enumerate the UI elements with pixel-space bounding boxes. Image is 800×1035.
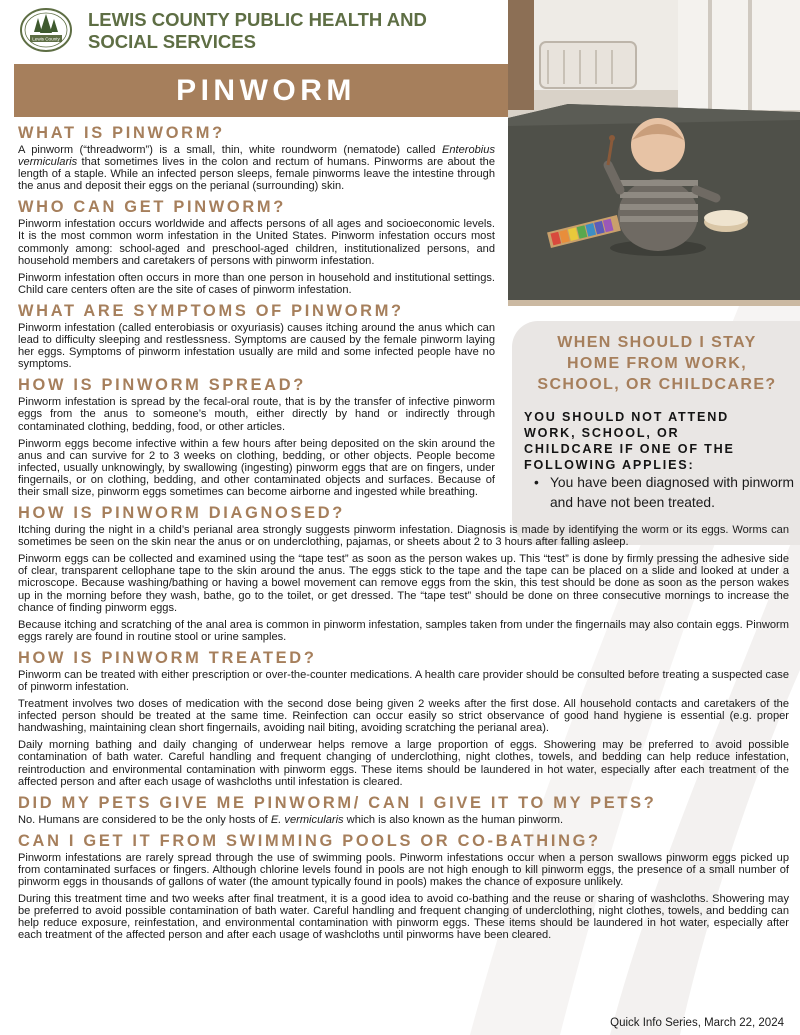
- callout-title-line-1: WHEN SHOULD I STAY: [557, 334, 757, 351]
- paragraph: Pinworm infestation often occurs in more than one person in household and institutional settings. Child care centers often are the site of cases of pinworm infestation.: [18, 271, 495, 296]
- lewis-county-logo-icon: [20, 8, 72, 52]
- section-heading: HOW IS PINWORM DIAGNOSED?: [18, 504, 346, 523]
- section-symptoms: [18, 301, 798, 370]
- paragraph: Pinworm eggs become infective within a few hours after being deposited on the skin around the anus and can survive for 2 to 3 weeks on clothing, bedding, or other objects. People become infected, usually unknowingly, by swallowing (ingesting) pinworm eggs that are on fingers, under fingernails, or on clothing, bedding, and other contaminated objects and surfaces. Because of their small size, pinworm eggs sometimes can become airborne and ingested while breathing.: [18, 437, 495, 498]
- paragraph: Itching during the night in a child’s perianal area strongly suggests pinworm infestation. Diagnosis is made by identifying the worm or its eggs. Worms can sometimes be seen on the skin near the anus or on underclothing, pajamas, or sheets about 2 to 3 hours after falling asleep.: [18, 524, 789, 549]
- paragraph: Daily morning bathing and daily changing of underwear helps remove a large proportion of eggs. Showering may be preferred to avoid possible contamination of bath water. Careful handling and frequent changing of underclothing, night clothes, towels, and bedding can help reduce infestation, reintroduction and environmental contamination with pinworm eggs. These items should be laundered in hot water, especially after each treatment of the affected person and after each usage of washcloths until infestation is cleared.: [18, 739, 789, 788]
- section-spread: [18, 375, 798, 498]
- organization-name: [88, 9, 498, 53]
- paragraph: A pinworm (“threadworm”) is a small, thin, white roundworm (nematode) called Enterobius vermicularis that sometimes lives in the colon and rectum of humans. Pinworms are about the length of a staple. While an infected person sleeps, female pinworms leave the intestine through the anus and deposit their eggs on the perianal (surrounding) skin.: [18, 144, 495, 193]
- section-heading: WHAT ARE SYMPTOMS OF PINWORM?: [18, 301, 404, 320]
- paragraph: Pinworm eggs can be collected and examined using the “tape test” as soon as the person wakes up. This “test” is done by firmly pressing the adhesive side of clear, transparent cellophane tape to the skin around the anus. The eggs stick to the tape and the tape can be placed on a slide and looked at under a microscope. Because washing/bathing or having a bowel movement can remove eggs from the skin, this test should be done as soon as the person wakes up in the morning before they wash, bathe, go to the toilet, or get dressed. The “tape test” should be done on three consecutive mornings to increase the chance of finding pinworm eggs.: [18, 553, 789, 614]
- section-heading: CAN I GET IT FROM SWIMMING POOLS OR CO-BATHING?: [18, 831, 601, 850]
- paragraph: Pinworm infestation occurs worldwide and affects persons of all ages and socioeconomic levels. It is the most common worm infestation in the United States. Pinworm infestation occurs most commonly among: school-aged and preschool-aged children, institutionalized persons, and household members and caretakers of persons with pinworm infestation.: [18, 218, 495, 267]
- paragraph: No. Humans are considered to be the only hosts of E. vermicularis which is also known as the human pinworm.: [18, 813, 564, 826]
- paragraph: Because itching and scratching of the anal area is common in pinworm infestation, samples taken from under the fingernails may also contain eggs. Pinworm eggs rarely are found in routine stool or urine samples.: [18, 618, 789, 643]
- paragraph: Pinworm infestation (called enterobiasis or oxyuriasis) causes itching around the anus which can lead to difficulty sleeping and restlessness. Symptoms are caused by the female pinworm laying her eggs. Symptoms of pinworm infestation usually are mild and some infected people have no symptoms.: [18, 321, 495, 371]
- section-heading: HOW IS PINWORM SPREAD?: [18, 376, 306, 395]
- section-heading: WHAT IS PINWORM?: [18, 124, 225, 142]
- paragraph: Pinworm infestation is spread by the fecal-oral route, that is by the transfer of infective pinworm eggs from the anus to someone’s mouth, either directly by hand or indirectly through contaminated clothing, bedding, food, or other articles.: [18, 396, 495, 433]
- section-pools: [18, 831, 798, 942]
- paragraph: Pinworm can be treated with either prescription or over-the-counter medications. A health care provider should be consulted before treating a suspected case of pinworm infestation.: [18, 668, 789, 693]
- callout-subtitle-line-4: FOLLOWING APPLIES:: [524, 458, 695, 472]
- section-diagnosed: [18, 503, 798, 643]
- main-content: [18, 119, 798, 947]
- callout-title-line-2: HOME FROM WORK,: [566, 355, 748, 372]
- callout-subtitle-line-2: WORK, SCHOOL, OR: [524, 426, 680, 440]
- org-name-line-1: LEWIS COUNTY PUBLIC HEALTH AND: [88, 9, 427, 30]
- org-name-line-2: SOCIAL SERVICES: [88, 31, 256, 52]
- section-heading: DID MY PETS GIVE ME PINWORM/ CAN I GIVE IT TO MY PETS?: [18, 793, 657, 812]
- section-who-can-get: [18, 197, 798, 296]
- svg-text:Lewis County: Lewis County: [32, 36, 60, 42]
- callout-subtitle-line-1: YOU SHOULD NOT ATTEND: [524, 410, 730, 424]
- footer-series-date: Quick Info Series, March 22, 2024: [610, 1017, 784, 1029]
- section-pets: [18, 793, 798, 826]
- callout-list-item: • You have been diagnosed with pinworm and have not been treated.: [532, 473, 794, 513]
- section-what-is: [18, 123, 798, 192]
- callout-title-line-3: SCHOOL, OR CHILDCARE?: [537, 376, 777, 393]
- section-treated: [18, 648, 798, 788]
- section-heading: HOW IS PINWORM TREATED?: [18, 648, 317, 667]
- paragraph: Pinworm infestations are rarely spread through the use of swimming pools. Pinworm infestations occur when a person swallows pinworm eggs picked up from contaminated surfaces or fingers. Although chlorine levels found in pools are not high enough to kill pinworm eggs, the presence of a small number of pinworm eggs in thousands of gallons of water (the amount typically found in pools) makes the chance of exposure unlikely.: [18, 851, 789, 889]
- paragraph: During this treatment time and two weeks after final treatment, it is a good idea to avoid co-bathing and the reuse or sharing of washcloths. Showering may be preferred to avoid possible contamination of bath water. Careful handling and frequent changing of underclothing, night clothes, towels, and bedding can help reduce exposure, reinfestation, and environmental contamination with pinworm eggs. These items should be laundered in hot water, especially after each treatment of the affected person and after each usage of washcloths until pinworms have been cleared.: [18, 893, 789, 942]
- page-title: PINWORM: [176, 74, 356, 107]
- title-banner: [14, 64, 508, 117]
- section-heading: WHO CAN GET PINWORM?: [18, 198, 286, 217]
- paragraph: Treatment involves two doses of medication with the second dose being given 2 weeks after the first dose. All household contacts and caretakers of the infected person should be treated at the same time. Reinfection can occur easily so strict observance of good hand hygiene is essential (e.g. proper handwashing, maintaining clean short fingernails, avoiding nail biting, avoiding scratching the perianal area).: [18, 698, 789, 735]
- header: [0, 0, 508, 64]
- callout-subtitle-line-3: CHILDCARE IF ONE OF THE: [524, 442, 735, 456]
